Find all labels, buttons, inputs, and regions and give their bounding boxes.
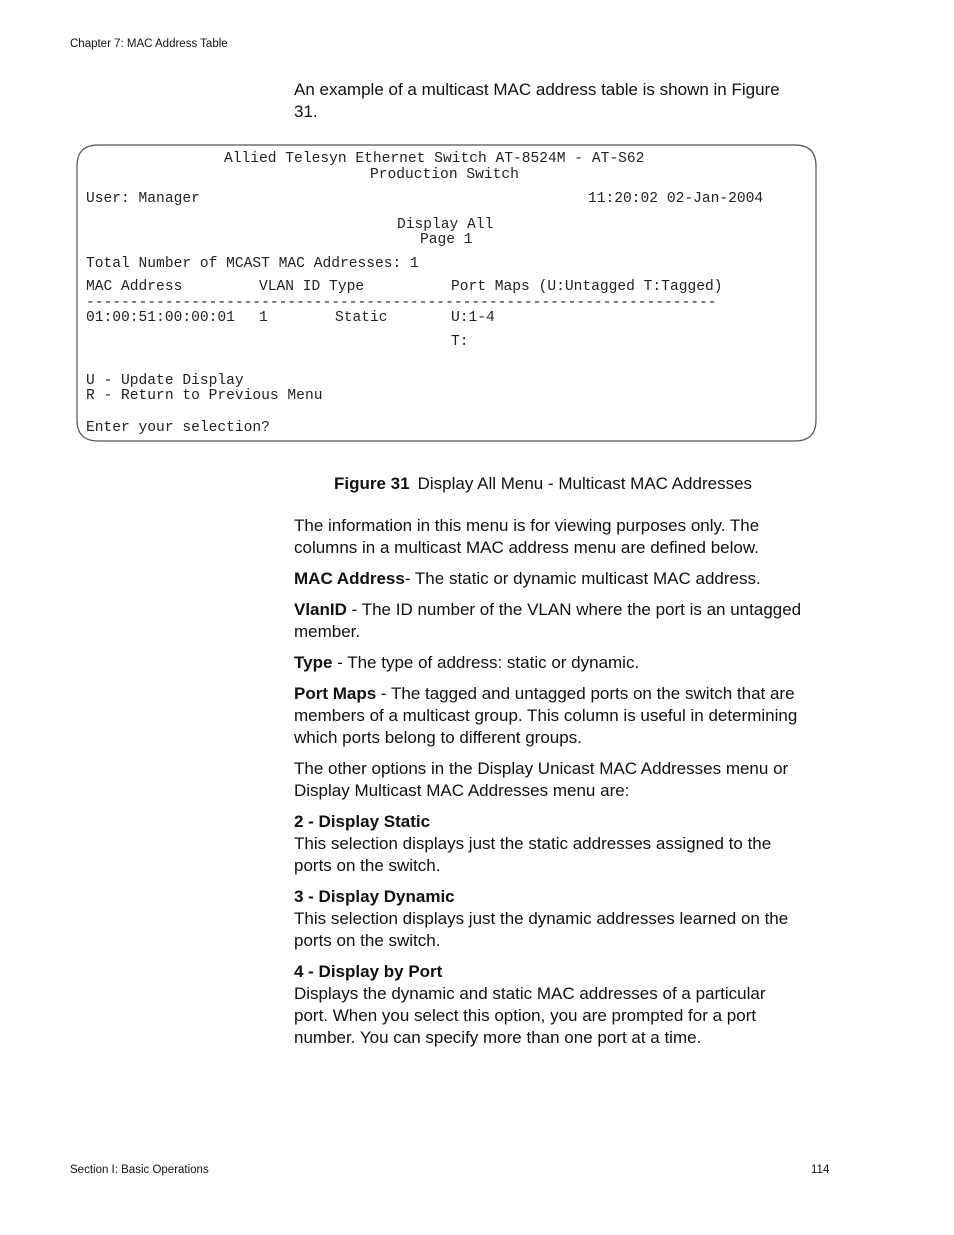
terminal-row-type: Static: [335, 310, 388, 326]
page-number: 114: [811, 1164, 830, 1176]
option-description: Displays the dynamic and static MAC addresses of a particular port. When you select this option, you are prompted for a port number. You can specify more than one port at a time.: [294, 984, 766, 1047]
definition-term: MAC Address: [294, 569, 405, 588]
definition-text: - The static or dynamic multicast MAC address.: [404, 569, 761, 588]
terminal-title-line1: Allied Telesyn Ethernet Switch AT-8524M - AT-S62: [224, 151, 645, 167]
terminal-row-mac: 01:00:51:00:00:01: [86, 310, 235, 326]
terminal-column-vlan-type: VLAN ID Type: [259, 279, 365, 295]
definition-text: - The type of address: static or dynamic.: [332, 653, 640, 672]
terminal-separator: ------------------------------------------------------------------------: [86, 295, 717, 311]
terminal-option-return: R - Return to Previous Menu: [86, 388, 323, 404]
body-paragraph-2: The other options in the Display Unicast MAC Addresses menu or Display Multicast MAC Addresses menu are:: [294, 759, 789, 800]
terminal-page: Page 1: [420, 232, 473, 248]
terminal-column-mac: MAC Address: [86, 279, 183, 295]
definition-term: Type: [294, 653, 333, 672]
figure-caption: [334, 474, 752, 494]
option-heading: 2 - Display Static: [294, 812, 431, 831]
option-display-dynamic: [294, 886, 804, 952]
terminal-option-update: U - Update Display: [86, 373, 244, 389]
option-display-by-port: [294, 961, 804, 1049]
definition-type: [294, 652, 804, 674]
option-heading: 4 - Display by Port: [294, 962, 443, 981]
definition-text: - The ID number of the VLAN where the port is an untagged member.: [294, 600, 802, 641]
terminal-user: User: Manager: [86, 191, 200, 207]
definition-term: Port Maps: [294, 684, 377, 703]
terminal-title-line2: Production Switch: [370, 167, 519, 183]
terminal-total: Total Number of MCAST MAC Addresses: 1: [86, 256, 419, 272]
figure-title: Display All Menu - Multicast MAC Addresses: [417, 474, 753, 493]
option-display-static: [294, 811, 804, 877]
terminal-row-vlan: 1: [259, 310, 268, 326]
terminal-menu-name: Display All: [397, 217, 494, 233]
definition-text: - The tagged and untagged ports on the switch that are members of a multicast group. This column is useful in determining which ports belong to different groups.: [294, 684, 798, 747]
terminal-row-untagged: U:1-4: [451, 310, 495, 326]
running-header: Chapter 7: MAC Address Table: [70, 38, 228, 50]
terminal-timestamp: 11:20:02 02-Jan-2004: [588, 191, 764, 207]
terminal-column-port-maps: Port Maps (U:Untagged T:Tagged): [451, 279, 723, 295]
intro-paragraph: An example of a multicast MAC address table is shown in Figure 31.: [294, 80, 780, 121]
option-description: This selection displays just the dynamic addresses learned on the ports on the switch.: [294, 909, 789, 950]
terminal-row-tagged: T:: [451, 334, 469, 350]
definition-port-maps: [294, 683, 804, 749]
body-paragraph-1: The information in this menu is for viewing purposes only. The columns in a multicast MAC address menu are defined below.: [294, 516, 760, 557]
definition-mac-address: [294, 568, 804, 590]
option-heading: 3 - Display Dynamic: [294, 887, 455, 906]
running-footer-section: Section I: Basic Operations: [70, 1164, 209, 1176]
option-description: This selection displays just the static addresses assigned to the ports on the switch.: [294, 834, 772, 875]
definition-term: VlanID: [294, 600, 347, 619]
definition-vlanid: [294, 599, 804, 643]
figure-number: Figure 31: [334, 474, 410, 493]
terminal-prompt: Enter your selection?: [86, 420, 270, 436]
